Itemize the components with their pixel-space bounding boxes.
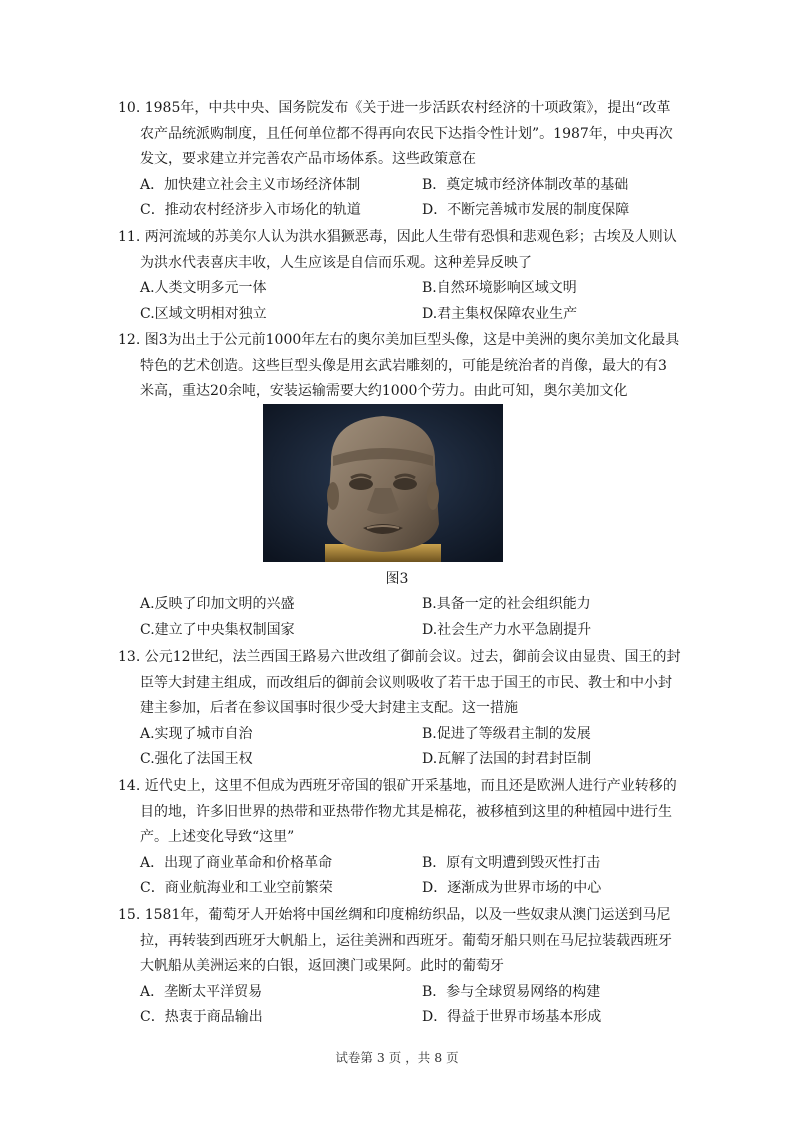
option-c[interactable]: C.建立了中央集权制国家 (140, 621, 295, 638)
option-c[interactable]: C.强化了法国王权 (140, 751, 253, 767)
option-d[interactable]: D.社会生产力水平急剧提升 (422, 621, 592, 638)
options (118, 276, 684, 327)
question-number: 13. (118, 649, 141, 665)
question-10 (118, 96, 684, 224)
option-a[interactable]: A．加快建立社会主义市场经济体制 (140, 176, 361, 193)
question-stem-line: 农产品统派购制度，且任何单位都不得再向农民下达指令性计划”。1987年，中央再次 (140, 125, 673, 142)
question-12 (118, 328, 684, 405)
question-stem-line: 1581年，葡萄牙人开始将中国丝绸和印度棉纺织品，以及一些奴隶从澳门运送到马尼 (144, 907, 671, 923)
question-stem-line: 米高，重达20余吨，安装运输需要大约1000个劳力。由此可知，奥尔美加文化 (140, 383, 628, 399)
question-stem-line: 目的地，许多旧世界的热带和亚热带作物尤其是棉花，被移植到这里的种植园中进行生 (140, 803, 672, 820)
question-stem-line: 臣等大封建主组成，而改组后的御前会议则吸收了若干忠于国王的市民、教士和中小封 (140, 674, 672, 691)
question-number: 10. (118, 100, 141, 116)
question-stem-line: 建主参加，后者在参议国事时很少受大封建主支配。这一措施 (140, 700, 518, 716)
question-14 (118, 774, 684, 902)
question-stem-line: 大帆船从美洲运来的白银，返回澳门或果阿。此时的葡萄牙 (140, 958, 504, 974)
figure-caption: 图3 (385, 571, 409, 587)
question-stem-line: 图3为出土于公元前1000年左右的奥尔美加巨型头像，这是中美洲的奥尔美加文化最具 (144, 332, 680, 348)
page-footer: 试卷第 3 页 ，共 8 页 (335, 1050, 459, 1065)
question-stem-line: 公元12世纪，法兰西国王路易六世改组了御前会议。过去，御前会议由显贵、国王的封 (144, 649, 681, 665)
option-b[interactable]: B.具备一定的社会组织能力 (422, 596, 591, 612)
option-b[interactable]: B．原有文明遭到毁灭性打击 (422, 854, 601, 871)
question-stem-line: 两河流域的苏美尔人认为洪水猖獗恶毒，因此人生带有恐惧和悲观色彩；古埃及人则认 (144, 229, 677, 245)
question-13 (118, 645, 684, 773)
option-a[interactable]: A.实现了城市自治 (140, 725, 253, 742)
question-stem-line: 近代史上，这里不但成为西班牙帝国的银矿开采基地，而且还是欧洲人进行产业转移的 (144, 778, 677, 794)
option-a[interactable]: A．出现了商业革命和价格革命 (140, 854, 333, 871)
question-stem-line: 发文，要求建立并完善农产品市场体系。这些政策意在 (140, 151, 476, 167)
olmec-head-illustration (263, 404, 503, 562)
option-b[interactable]: B.自然环境影响区域文明 (422, 280, 577, 296)
question-11 (118, 225, 684, 327)
question-number: 14. (118, 778, 141, 794)
option-b[interactable]: B.促进了等级君主制的发展 (422, 725, 591, 742)
option-c[interactable]: C．商业航海业和工业空前繁荣 (140, 880, 333, 896)
option-d[interactable]: D.君主集权保障农业生产 (422, 305, 578, 322)
question-stem-line: 特色的艺术创造。这些巨型头像是用玄武岩雕刻的，可能是统治者的肖像，最大的有3 (140, 357, 667, 374)
option-d[interactable]: D.瓦解了法国的封君封臣制 (422, 751, 592, 767)
option-b[interactable]: B．参与全球贸易网络的构建 (422, 983, 601, 1000)
question-number: 11. (118, 229, 141, 245)
option-d[interactable]: D．逐渐成为世界市场的中心 (422, 880, 602, 896)
option-a[interactable]: A.反映了印加文明的兴盛 (140, 596, 295, 612)
question-number: 15. (118, 907, 141, 923)
option-a[interactable]: A.人类文明多元一体 (140, 280, 267, 296)
question-number: 12. (118, 332, 141, 348)
question-15 (118, 903, 684, 1031)
options (118, 851, 684, 902)
options (118, 980, 684, 1031)
option-d[interactable]: D．得益于世界市场基本形成 (422, 1009, 602, 1025)
question-12-options (118, 592, 684, 643)
question-stem-line: 拉，再转装到西班牙大帆船上，运往美洲和西班牙。葡萄牙船只则在马尼拉装载西班牙 (140, 932, 672, 949)
question-stem-line: 为洪水代表喜庆丰收，人生应该是自信而乐观。这种差异反映了 (140, 254, 532, 271)
option-c[interactable]: C．热衷于商品输出 (140, 1009, 263, 1025)
question-stem-line: 产。上述变化导致“这里” (140, 829, 295, 845)
options (118, 173, 684, 224)
option-c[interactable]: C．推动农村经济步入市场化的轨道 (140, 202, 361, 218)
options (118, 592, 684, 643)
option-d[interactable]: D．不断完善城市发展的制度保障 (422, 202, 630, 218)
option-b[interactable]: B．奠定城市经济体制改革的基础 (422, 176, 629, 193)
olmec-head-photo-icon (263, 404, 503, 562)
options (118, 722, 684, 773)
option-c[interactable]: C.区域文明相对独立 (140, 305, 267, 322)
question-stem-line: 1985年，中共中央、国务院发布《关于进一步活跃农村经济的十项政策》，提出“改革 (144, 100, 671, 116)
option-a[interactable]: A．垄断太平洋贸易 (140, 983, 263, 1000)
